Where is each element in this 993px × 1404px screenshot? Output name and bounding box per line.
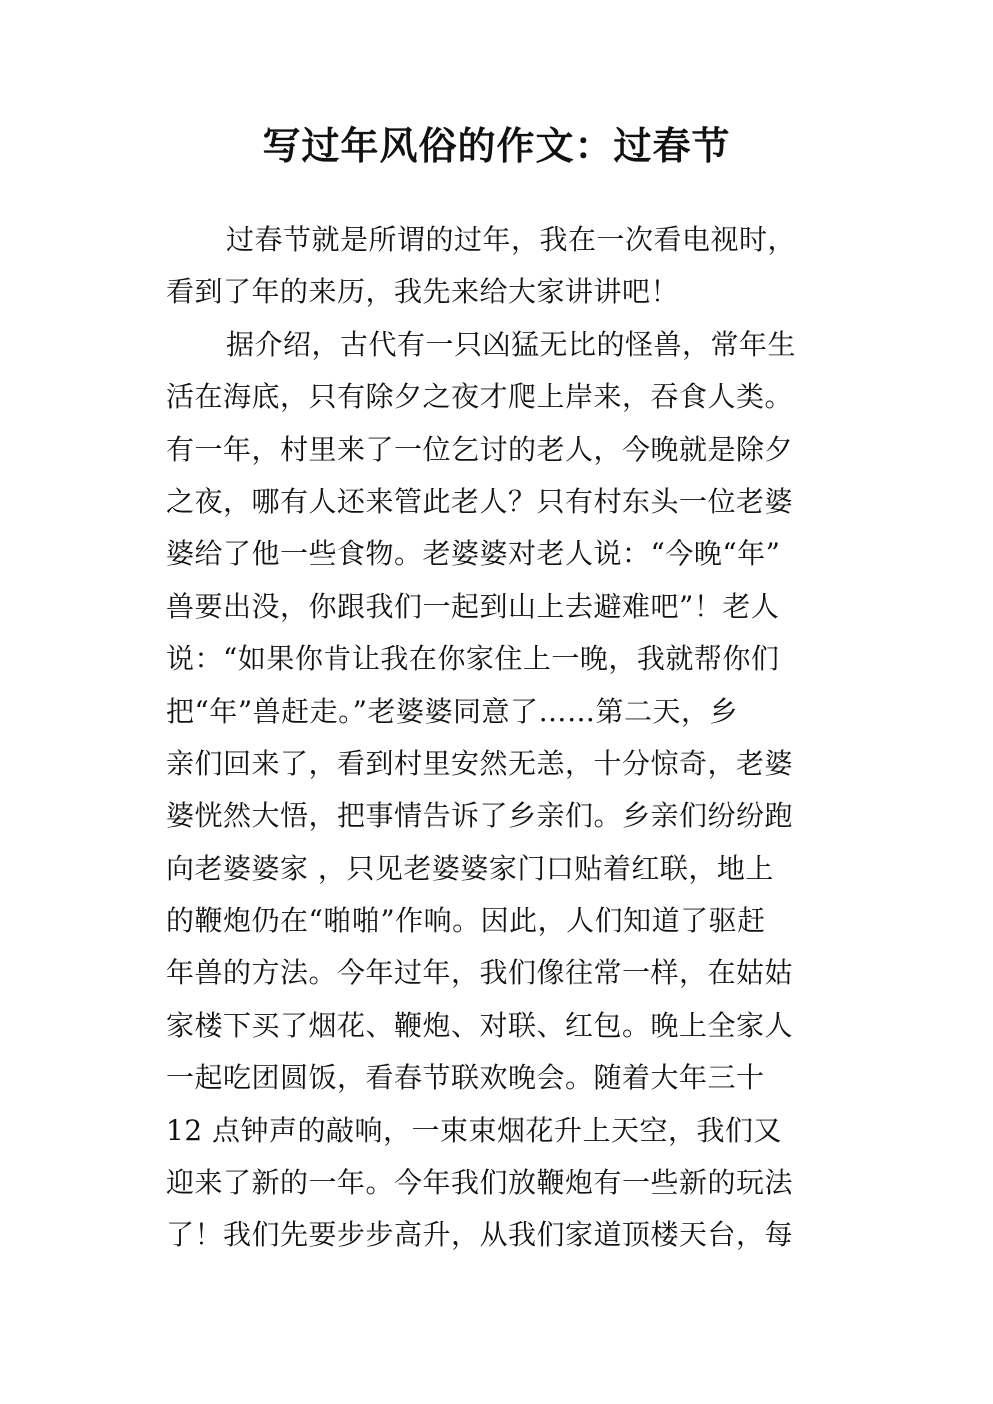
body-line: 一起吃团圆饭，看春节联欢晚会。随着大年三十 [166, 1061, 765, 1095]
body-line: 年兽的方法。今年过年，我们像往常一样，在姑姑 [166, 956, 794, 990]
body-line: 迎来了新的一年。今年我们放鞭炮有一些新的玩法 [166, 1166, 794, 1200]
body-line: 向老婆婆家 ，只见老婆婆家门口贴着红联，地上 [166, 851, 774, 885]
document-title: 写过年风俗的作文：过春节 [262, 124, 731, 168]
body-line: 的鞭炮仍在“啪啪”作响。因此，人们知道了驱赶 [166, 904, 766, 938]
body-line: 婆给了他一些食物。老婆婆对老人说：“今晚“年” [166, 537, 781, 571]
body-line: 说：“如果你肯让我在你家住上一晚，我就帮你们 [166, 642, 780, 676]
body-line: 过春节就是所谓的过年，我在一次看电视时， [226, 223, 797, 256]
body-line: 看到了年的来历，我先来给大家讲讲吧！ [166, 275, 680, 309]
body-line: 12 点钟声的敲响，一束束烟花升上天空，我们又 [166, 1113, 783, 1147]
body-line: 之夜，哪有人还来管此老人？只有村东头一位老婆 [166, 484, 794, 518]
body-line: 把“年”兽赶走。”老婆婆同意了……第二天，乡 [166, 694, 738, 728]
document-body [166, 214, 866, 1262]
body-line: 活在海底，只有除夕之夜才爬上岸来，吞食人类。 [166, 380, 794, 414]
body-line: 家楼下买了烟花、鞭炮、对联、红包。晚上全家人 [166, 1008, 794, 1042]
body-line: 亲们回来了，看到村里安然无恙，十分惊奇，老婆 [166, 746, 794, 780]
body-line: 了！我们先要步步高升，从我们家道顶楼天台，每 [166, 1218, 794, 1252]
body-line: 据介绍，古代有一只凶猛无比的怪兽，常年生 [226, 327, 797, 361]
body-line: 兽要出没，你跟我们一起到山上去避难吧”！老人 [166, 589, 780, 623]
body-line: 有一年，村里来了一位乞讨的老人，今晚就是除夕 [166, 432, 794, 466]
body-line: 婆恍然大悟，把事情告诉了乡亲们。乡亲们纷纷跑 [166, 799, 794, 833]
